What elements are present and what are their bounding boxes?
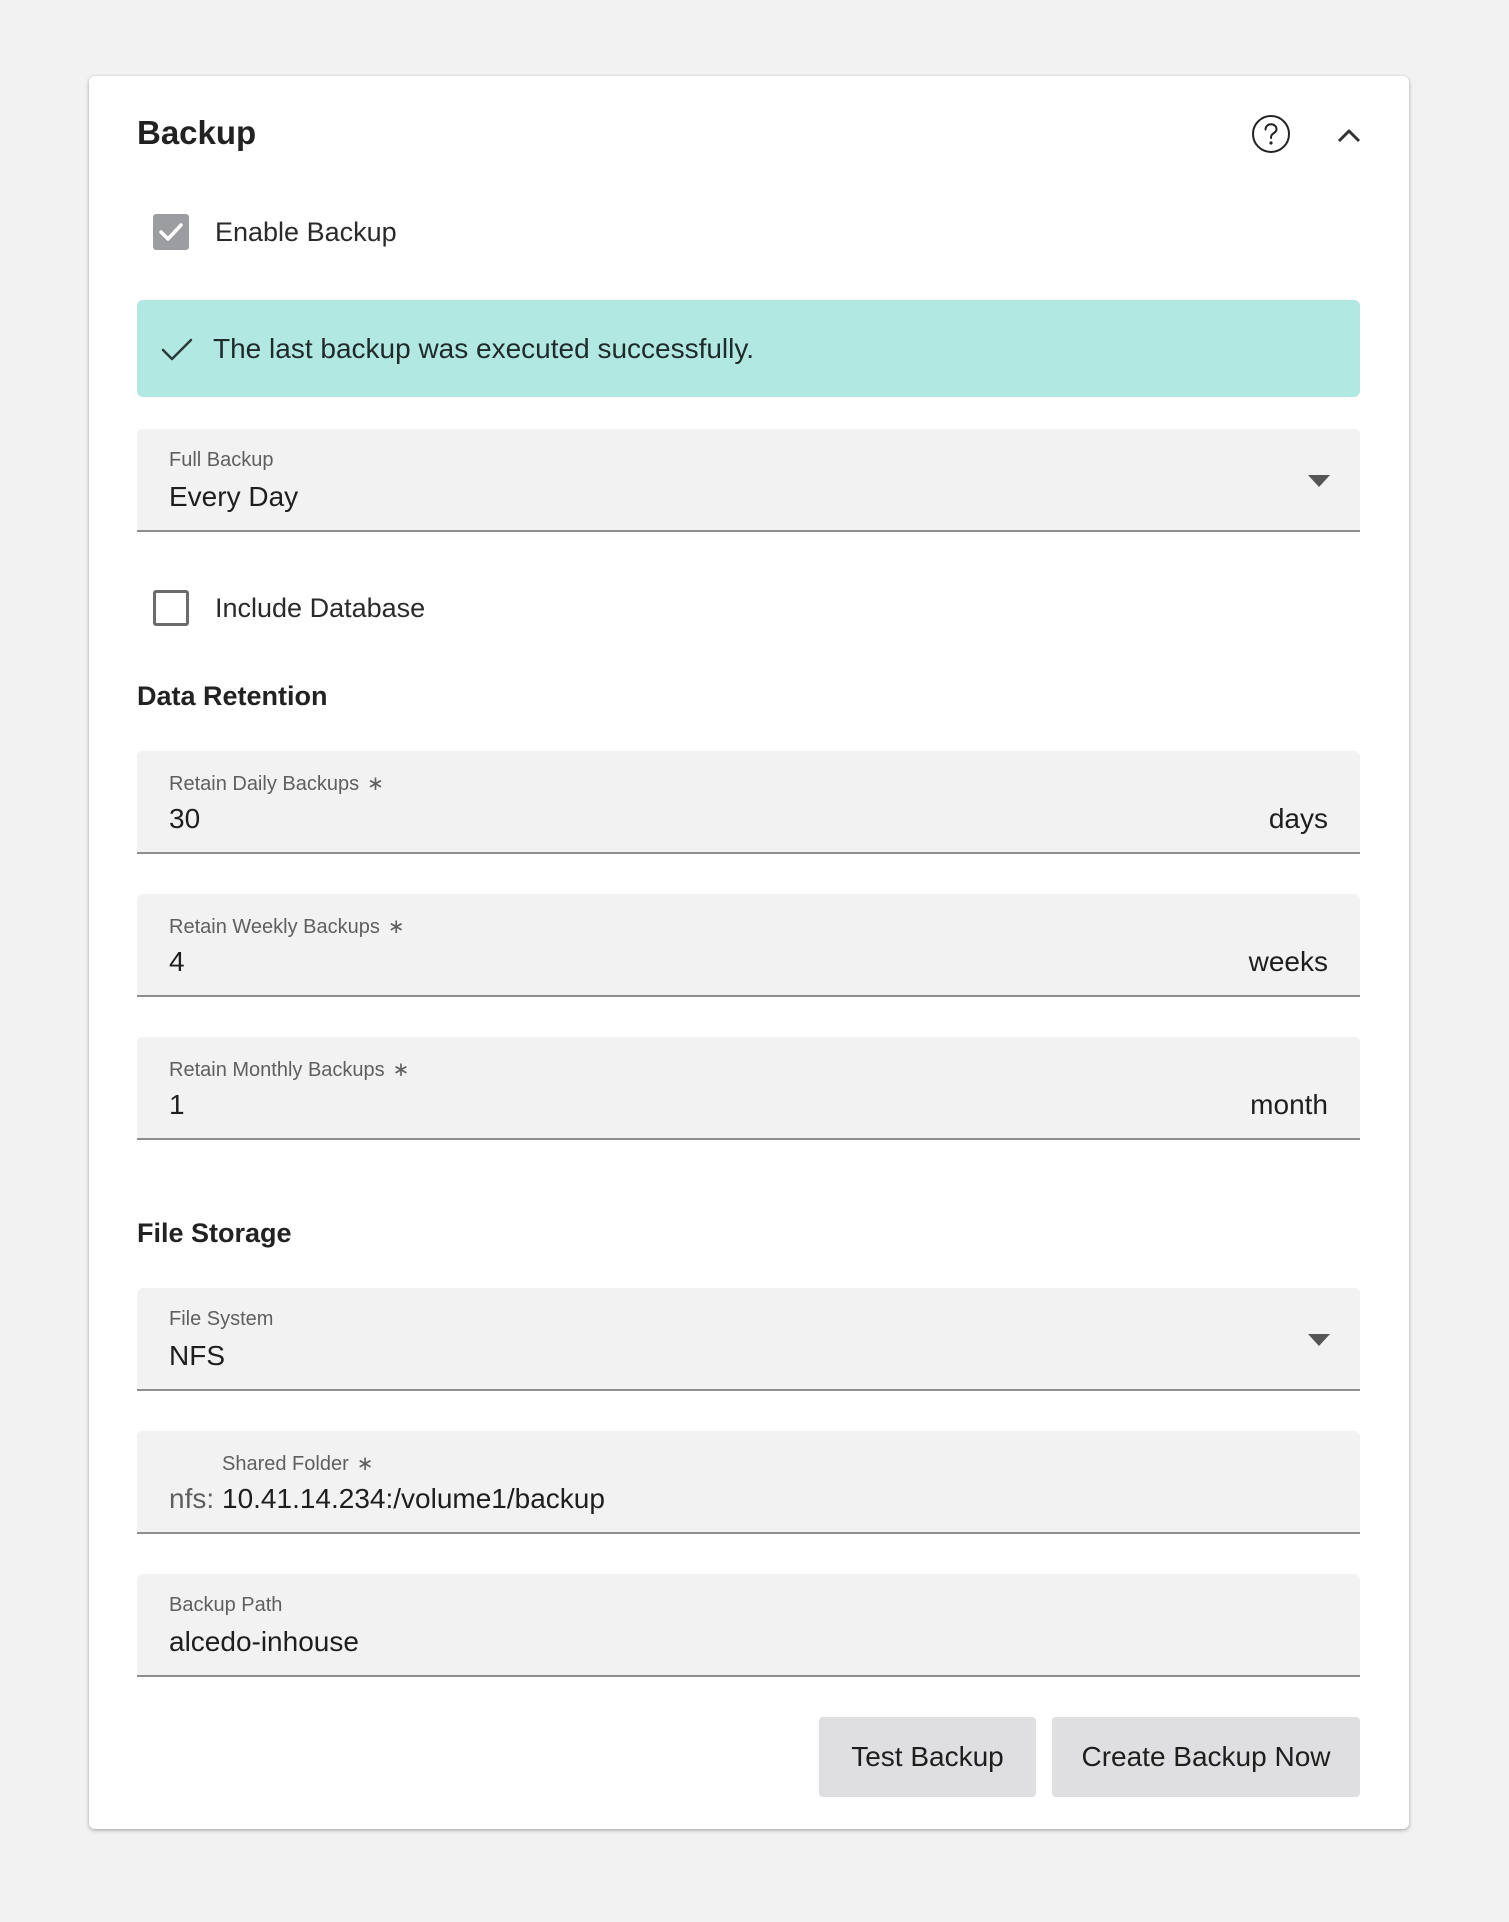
data-retention-heading: Data Retention [137, 681, 328, 711]
dropdown-arrow-icon [1308, 1334, 1330, 1346]
shared-folder-input[interactable] [137, 1431, 1360, 1534]
required-marker: ∗ [392, 1059, 410, 1081]
retain-weekly-suffix: weeks [1248, 946, 1328, 977]
chevron-up-icon[interactable] [1333, 120, 1365, 152]
checkmark-icon [157, 218, 185, 246]
dropdown-arrow-icon [1308, 475, 1330, 487]
shared-folder-label: Shared Folder ∗ [222, 1453, 374, 1475]
retain-monthly-value: 1 [169, 1089, 185, 1120]
file-storage-heading: File Storage [137, 1218, 292, 1248]
file-system-select[interactable] [137, 1288, 1360, 1391]
help-circle-icon[interactable] [1251, 114, 1291, 154]
required-marker: ∗ [356, 1453, 374, 1475]
retain-daily-suffix: days [1268, 803, 1328, 834]
check-icon [159, 331, 195, 367]
alert-message: The last backup was executed successfully. [213, 332, 755, 364]
backup-panel [89, 76, 1409, 1829]
success-alert [137, 300, 1360, 397]
full-backup-label: Full Backup [169, 449, 274, 471]
retain-weekly-label: Retain Weekly Backups ∗ [169, 916, 405, 938]
retain-monthly-suffix: month [1250, 1089, 1328, 1120]
backup-path-value: alcedo-inhouse [169, 1626, 359, 1657]
retain-daily-label: Retain Daily Backups ∗ [169, 773, 384, 795]
file-system-label: File System [169, 1308, 274, 1330]
full-backup-select[interactable] [137, 429, 1360, 532]
enable-backup-label: Enable Backup [215, 216, 397, 247]
include-database-label: Include Database [215, 592, 426, 623]
shared-folder-value: 10.41.14.234:/volume1/backup [222, 1483, 605, 1514]
required-marker: ∗ [387, 916, 405, 938]
panel-title: Backup [137, 114, 257, 151]
include-database-checkbox-row[interactable] [153, 588, 425, 628]
include-database-checkbox[interactable] [153, 590, 189, 626]
enable-backup-checkbox-row[interactable] [153, 212, 397, 252]
required-marker: ∗ [367, 773, 384, 795]
retain-weekly-input[interactable] [137, 894, 1360, 997]
full-backup-value: Every Day [169, 481, 299, 512]
test-backup-button[interactable]: Test Backup [819, 1717, 1036, 1797]
shared-folder-prefix: nfs: [169, 1483, 215, 1514]
file-system-value: NFS [169, 1340, 225, 1371]
backup-path-input[interactable] [137, 1574, 1360, 1677]
retain-monthly-input[interactable] [137, 1037, 1360, 1140]
retain-daily-value: 30 [169, 803, 201, 834]
enable-backup-checkbox[interactable] [153, 214, 189, 250]
backup-path-label: Backup Path [169, 1594, 283, 1616]
create-backup-now-button[interactable]: Create Backup Now [1052, 1717, 1360, 1797]
retain-monthly-label: Retain Monthly Backups ∗ [169, 1059, 410, 1081]
retain-daily-input[interactable] [137, 751, 1360, 854]
retain-weekly-value: 4 [169, 946, 185, 977]
